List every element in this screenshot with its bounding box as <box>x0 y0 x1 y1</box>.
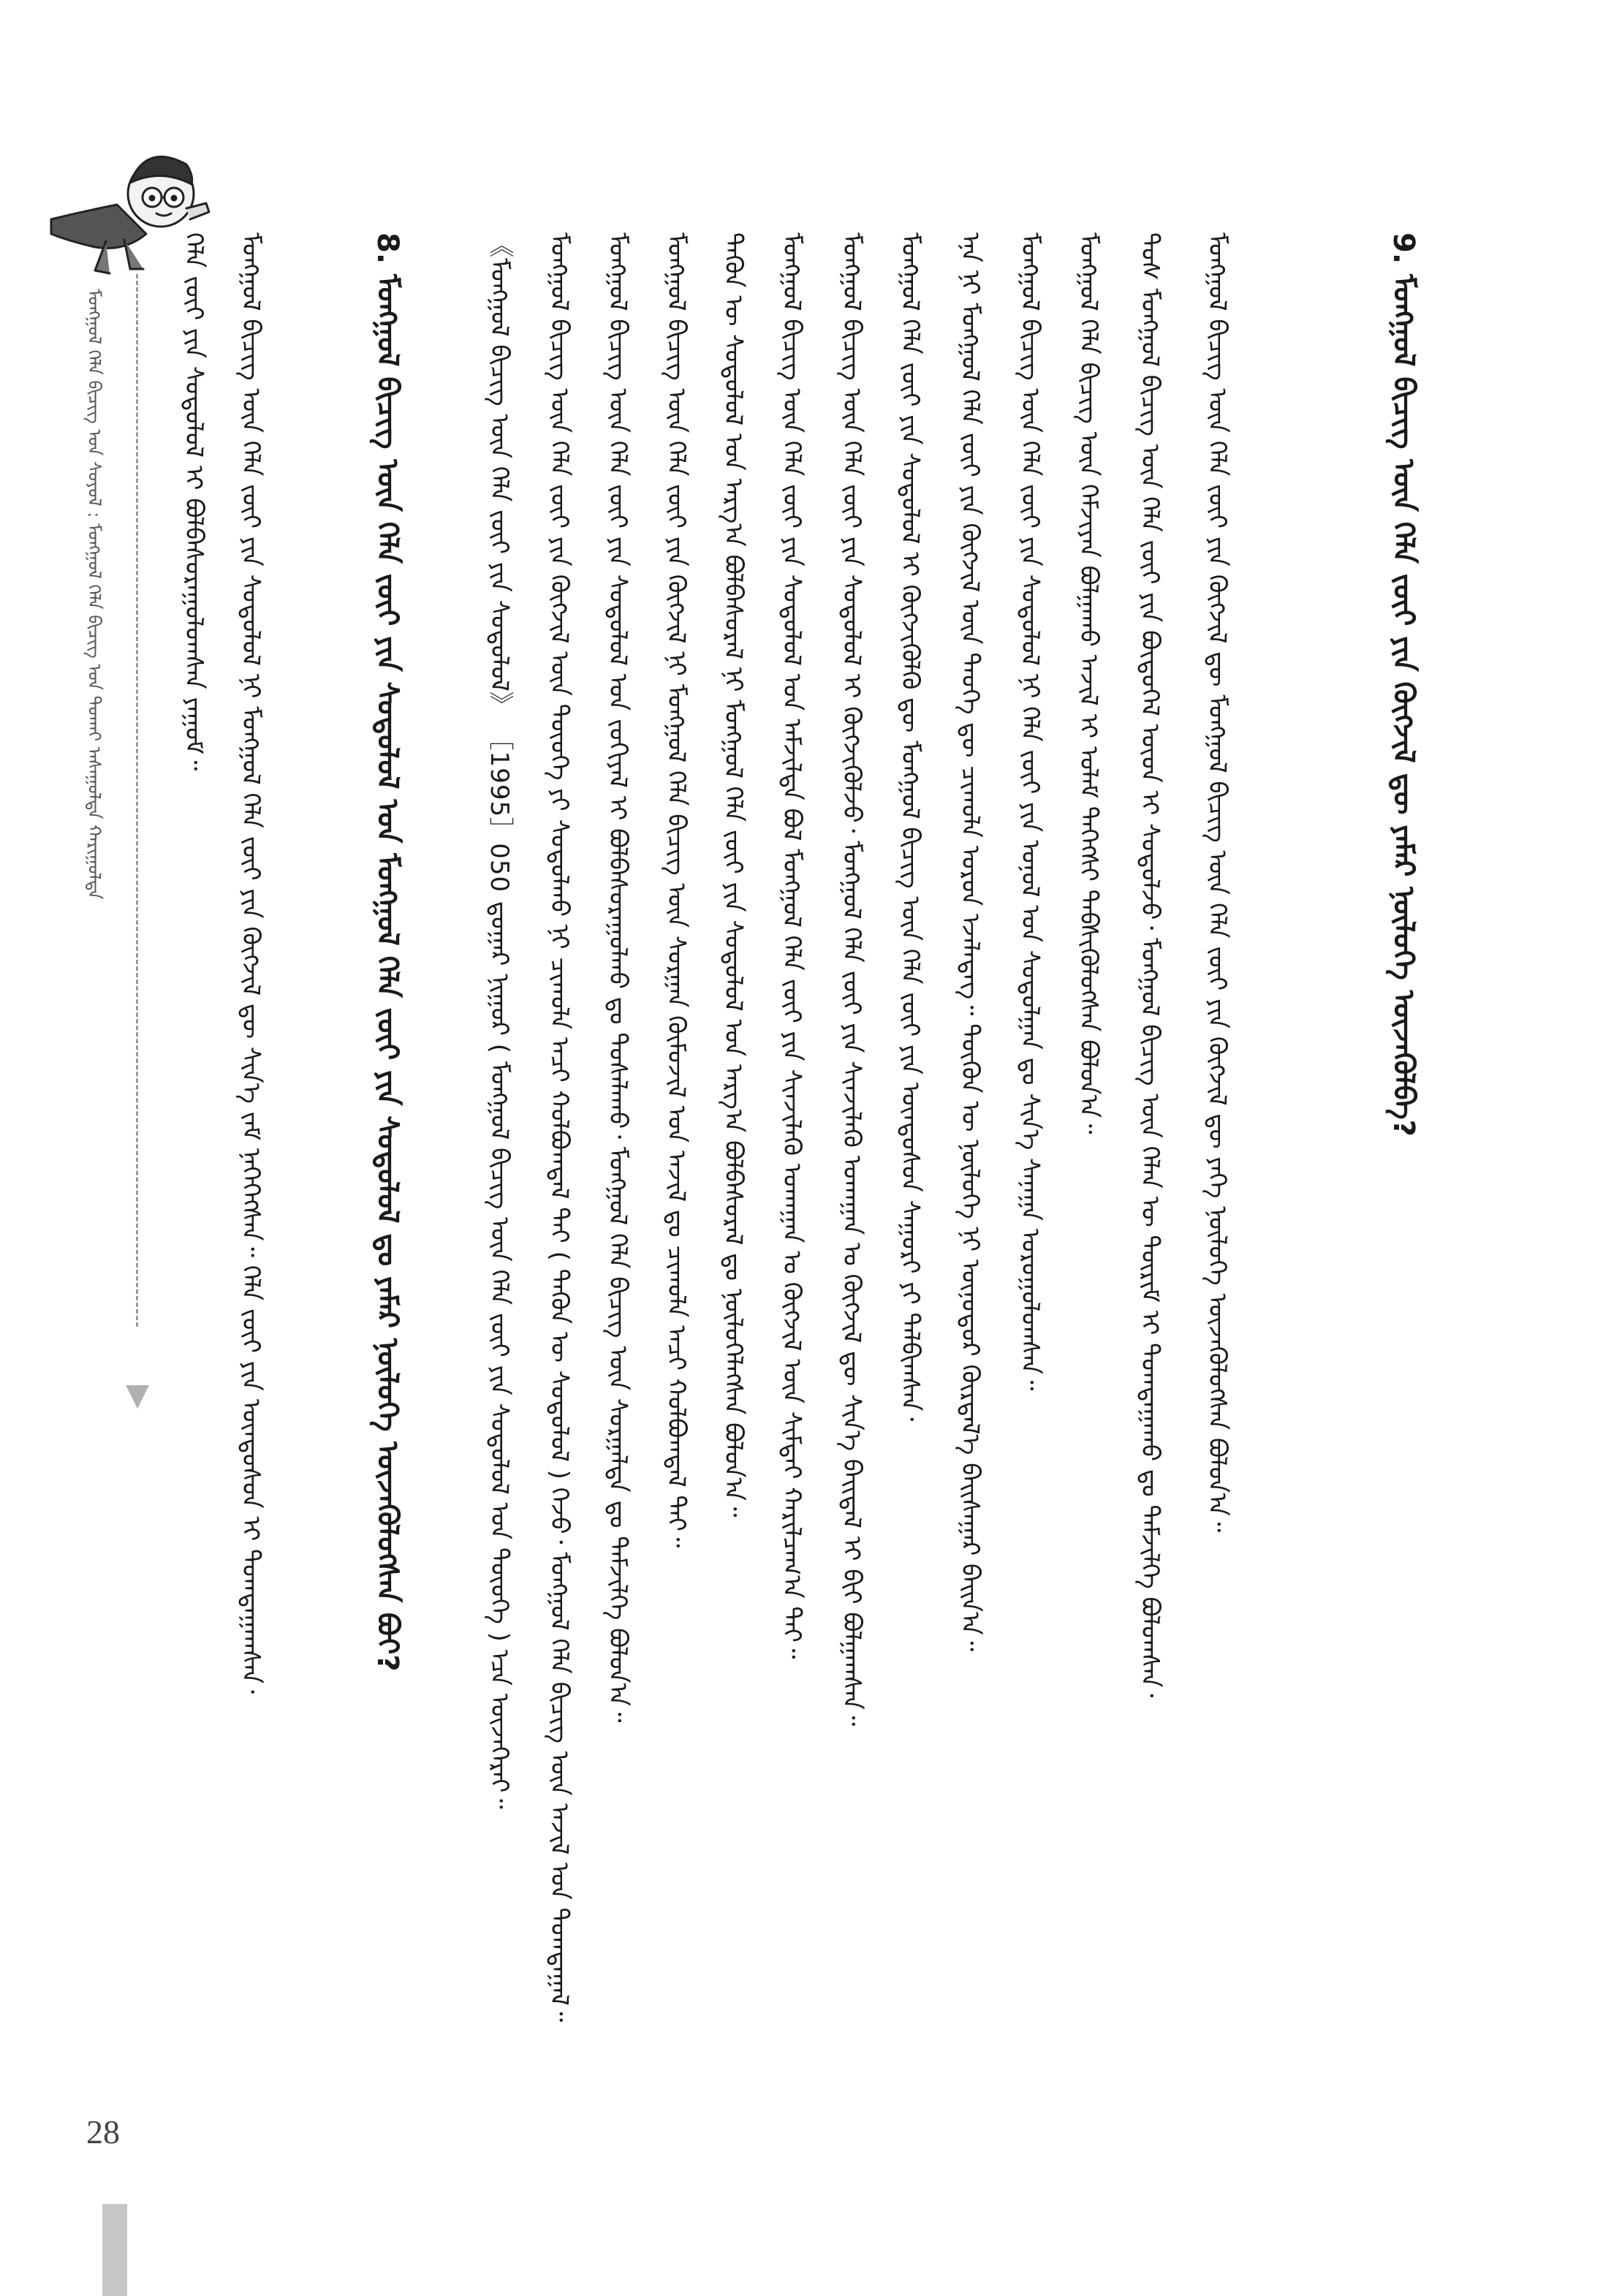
q9-line-4: ᠮᠣᠩᠭᠣᠯ ᠪᠢᠴᠢᠭ ᠦᠨ ᠬᠡᠯᠡ ᠵᠦᠢ ᠶᠢᠨ ᠰᠤᠳᠤᠯᠤᠯ ᠨᠢ ᠬᠡᠯᠡ ᠵᠦᠢ ᠶᠢᠨ ᠣᠨᠣᠯ ᠤᠨ ᠰᠤᠳᠤᠯᠭᠠᠨ ᠳᠤ ᠰᠢᠨ᠎ᠡ ᠰᠠᠨᠠᠭᠠ ᠣᠷᠣᠭᠤᠯᠤᠭᠰᠠᠨ᠃ <box>1015 232 1045 1391</box>
q9-line-13: 《ᠮᠣᠩᠭᠣᠯ ᠪᠢᠴᠢᠭ ᠦᠨ ᠬᠡᠯᠡ ᠵᠦᠢ ᠶᠢᠨ ᠰᠤᠳᠤᠯᠤᠯ》 ［1995］050 ᠳ᠋ᠤᠭᠠᠷ ᠨᠢᠭᠤᠷ ( ᠮᠣᠩᠭᠣᠯ ᠪᠢᠴᠢᠭ ᠦᠨ ᠬᠡᠯᠡ ᠵᠦᠢ ᠶᠢᠨ ᠰᠤᠳᠤᠯᠤᠯ ᠤᠨ ᠲᠦᠦᠬᠡ ) ᠡᠴᠡ ᠦᠵᠡᠭᠡᠷᠡᠢ᠃ <box>485 232 514 1809</box>
q8-line-2: ᠬᠡᠯᠡ ᠵᠦᠢ ᠶᠢᠨ ᠰᠤᠳᠤᠯᠤᠯ ᠢ ᠪᠣᠯᠪᠠᠰᠤᠷᠠᠭᠤᠯᠤᠭᠰᠠᠨ ᠶᠠᠭᠤᠮ᠃ <box>179 232 208 771</box>
q9-line-7: ᠮᠣᠩᠭᠣᠯ ᠪᠢᠴᠢᠭ ᠦᠨ ᠬᠡᠯᠡ ᠵᠦᠢ ᠶᠢᠨ ᠰᠤᠳᠤᠯᠤᠯ ᠢ ᠬᠥᠭᠵᠢᠭᠦᠯᠵᠦ᠂ ᠮᠣᠩᠭᠣᠯ ᠬᠡᠯᠡ ᠵᠦᠢ ᠶᠢᠨ ᠰᠢᠨᠵᠢᠯᠡᠬᠦ ᠤᠬᠠᠭᠠᠨ ᠤ ᠬᠥᠭᠵᠢᠯ ᠳᠦ ᠰᠢᠨ᠎ᠡ ᠪᠠᠢᠳᠠᠯ ᠢ ᠪᠢᠢ ᠪᠣᠯᠭᠠᠭᠰᠠᠨ᠃ <box>837 232 866 1727</box>
q9-line-5: ᠡᠨᠡ ᠨᠢ ᠮᠣᠩᠭᠣᠯ ᠬᠡᠯᠡ ᠵᠦᠢ ᠶᠢᠨ ᠬᠥᠭᠵᠢᠯ ᠦᠨ ᠲᠡᠦᠬᠡ ᠳᠦ ᠴᠢᠬᠤᠯᠠ ᠣᠷᠤᠨ ᠡᠵᠡᠯᠡᠳᠡᠭ᠃ ᠲᠥᠭᠦᠨ ᠦ ᠨᠥᠯᠦᠭᠡ ᠨᠢ ᠥᠨᠥᠳᠦᠷ ᠬᠦᠷᠲᠡᠯ᠎ᠡ ᠪᠠᠢᠰᠠᠭᠠᠷ ᠪᠠᠢᠨ᠎ᠠ᠃ <box>955 232 985 1652</box>
q9-line-3: ᠮᠣᠩᠭᠣᠯ ᠬᠡᠯᠡ ᠪᠢᠴᠢᠭ ᠦᠨ ᠬᠡᠮᠵᠢᠶᠡᠨ ᠪᠣᠯᠭᠠᠬᠤ ᠠᠵᠢᠯ ᠢ ᠤᠯᠠᠮ ᠳᠡᠭᠡᠭᠰᠢ ᠳᠡᠪᠰᠢᠭᠦᠯᠦᠭᠰᠡᠨ ᠪᠣᠯᠤᠨ᠎ᠠ᠃ <box>1074 232 1103 1134</box>
running-header: ᠮᠣᠩᠭᠣᠯ ᠬᠡᠯᠡ ᠪᠢᠴᠢᠭ ᠤᠨ ᠰᠣᠶᠣᠯ : ᠮᠣᠩᠭᠣᠯ ᠬᠡᠯᠡ ᠪᠢᠴᠢᠭ ᠤᠨ ᠲᠤᠬᠠᠢ ᠠᠰᠠᠭᠤᠯᠲᠠ ᠬᠠᠷᠢᠭᠤᠯᠲᠠ <box>84 289 105 900</box>
q9-line-9: ᠲᠡᠭᠦᠨ ᠦ ᠰᠤᠳᠤᠯᠤᠯ ᠤᠨ ᠠᠷᠭ᠎ᠠ ᠪᠣᠯᠪᠠᠰᠤᠷᠠᠯ ᠨᠢ ᠮᠣᠩᠭᠣᠯ ᠬᠡᠯᠡ ᠵᠦᠢ ᠶᠢᠨ ᠰᠤᠳᠤᠯᠤᠯ ᠤᠨ ᠠᠷᠭ᠎ᠠ ᠪᠣᠯᠪᠠᠰᠤᠷᠠᠯ ᠳᠤ ᠨᠥᠯᠦᠭᠡᠯᠡᠭᠰᠡᠨ ᠪᠣᠯᠤᠨ᠎ᠠ᠃ <box>719 232 748 1518</box>
q9-line-10: ᠮᠣᠩᠭᠣᠯ ᠪᠢᠴᠢᠭ ᠦᠨ ᠬᠡᠯᠡ ᠵᠦᠢ ᠶᠢᠨ ᠬᠥᠭᠵᠢᠯ ᠨᠢ ᠮᠣᠩᠭᠣᠯ ᠬᠡᠯᠡ ᠪᠢᠴᠢᠭ ᠦᠨ ᠰᠤᠷᠭᠠᠨ ᠬᠦᠮᠦᠵᠢᠯ ᠤᠨ ᠠᠵᠢᠯ ᠳᠤ ᠴᠢᠬᠤᠯᠠ ᠠᠴᠢ ᠬᠣᠯᠪᠣᠭᠳᠠᠯ ᠲᠠᠢ᠃ <box>662 232 691 1548</box>
q9-line-12: ᠮᠣᠩᠭᠣᠯ ᠪᠢᠴᠢᠭ ᠦᠨ ᠬᠡᠯᠡ ᠵᠦᠢ ᠶᠢᠨ ᠬᠥᠭᠵᠢᠯ ᠦᠨ ᠲᠦᠦᠬᠡ ᠶᠢ ᠰᠤᠳᠤᠯᠬᠤ ᠨᠢ ᠴᠢᠬᠤᠯᠠ ᠠᠴᠢ ᠬᠣᠯᠪᠣᠭᠳᠠᠯ ᠲᠠᠢ ( ᠲᠡᠭᠦᠨ ᠦ ᠰᠤᠳᠤᠯᠤᠯ ) ᠭᠡᠵᠦ᠂ ᠮᠣᠩᠭᠣᠯ ᠬᠡᠯᠡ ᠪᠢᠴᠢᠭ ᠦᠨ ᠠᠵᠢᠯ ᠤᠨ ᠲᠣᠭᠲᠠᠭᠠᠯ᠃ <box>545 232 574 2023</box>
question-9-heading: 9. ᠮᠣᠩᠭᠣᠯ ᠪᠢᠴᠢᠭ ᠦᠨ ᠬᠡᠯᠡ ᠵᠦᠢ ᠶᠢᠨ ᠬᠥᠭᠵᠢᠯ ᠳᠦ ᠶᠠᠮᠠᠷ ᠨᠥᠯᠦᠭᠡ ᠦᠵᠡᠭᠦᠯᠪᠡ? <box>1387 232 1420 1137</box>
dotted-divider <box>136 274 138 1327</box>
q9-line-2: ᠲᠣᠰ ᠮᠣᠩᠭᠣᠯ ᠪᠢᠴᠢᠭ ᠦᠨ ᠬᠡᠯᠡ ᠵᠦᠢ ᠶᠢᠨ ᠪᠦᠲᠦᠭᠡᠯ ᠦᠳ ᠢ ᠰᠤᠳᠤᠯᠵᠤ᠂ ᠮᠣᠩᠭᠣᠯ ᠪᠢᠴᠢᠭ ᠦᠨ ᠬᠡᠯᠡᠨ ᠦ ᠳᠦᠷᠢᠮ ᠢ ᠲᠣᠭᠲᠠᠭᠠᠬᠤ ᠳᠤ ᠳᠡᠮᠵᠢᠯᠭᠡ ᠪᠣᠯᠤᠭᠰᠠᠨ᠂ <box>1135 232 1164 1698</box>
q9-line-11: ᠮᠣᠩᠭᠣᠯ ᠪᠢᠴᠢᠭ ᠦᠨ ᠬᠡᠯᠡ ᠵᠦᠢ ᠶᠢᠨ ᠰᠤᠳᠤᠯᠤᠯ ᠤᠨ ᠵᠤᠬᠢᠶᠠᠯ ᠢ ᠪᠣᠯᠪᠠᠰᠤᠷᠠᠭᠤᠯᠬᠤ ᠳᠤ ᠲᠤᠰᠠᠯᠠᠬᠤ᠂ ᠮᠣᠩᠭᠣᠯ ᠬᠡᠯᠡ ᠪᠢᠴᠢᠭ ᠦᠨ ᠰᠤᠷᠭᠠᠯᠲᠠ ᠳᠤ ᠳᠡᠮᠵᠢᠯᠭᠡ ᠪᠣᠯᠤᠨ᠎ᠠ᠃ <box>603 232 632 1723</box>
question-8-heading: 8. ᠮᠣᠩᠭᠣᠯ ᠪᠢᠴᠢᠭ ᠦᠨ ᠬᠡᠯᠡ ᠵᠦᠢ ᠶᠢᠨ ᠰᠤᠳᠤᠯᠤᠯ ᠤᠨ ᠮᠣᠩᠭᠣᠯ ᠬᠡᠯᠡ ᠵᠦᠢ ᠶᠢᠨ ᠰᠤᠳᠤᠯᠤᠯ ᠳᠤ ᠶᠠᠮᠠᠷ ᠨᠥᠯᠦᠭᠡ ᠦᠵᠡᠭᠦᠯᠦᠭᠰᠡᠨ ᠪᠤᠢ? <box>371 232 404 1672</box>
page-edge-bar <box>102 2204 127 2296</box>
mascot-illustration <box>37 124 212 278</box>
q9-line-1: ᠮᠣᠩᠭᠣᠯ ᠪᠢᠴᠢᠭ ᠦᠨ ᠬᠡᠯᠡ ᠵᠦᠢ ᠶᠢᠨ ᠬᠥᠭᠵᠢᠯ ᠳᠦ ᠮᠣᠩᠭᠣᠯ ᠪᠢᠴᠢᠭ ᠦᠨ ᠬᠡᠯᠡ ᠵᠦᠢ ᠶᠢᠨ ᠬᠥᠭᠵᠢᠯ ᠳᠦ ᠶᠡᠬᠡ ᠨᠥᠯᠦᠭᠡ ᠦᠵᠡᠭᠦᠯᠦᠭᠰᠡᠨ ᠪᠣᠯᠣᠨ᠎ᠠ᠃ <box>1202 232 1232 1533</box>
q9-line-6: ᠮᠣᠩᠭᠣᠯ ᠬᠡᠯᠡ ᠵᠦᠢ ᠶᠢᠨ ᠰᠤᠳᠤᠯᠤᠯ ᠢ ᠬᠥᠭᠵᠢᠭᠦᠯᠬᠦ ᠳᠦ ᠮᠣᠩᠭᠣᠯ ᠪᠢᠴᠢᠭ ᠦᠨ ᠬᠡᠯᠡ ᠵᠦᠢ ᠶᠢᠨ ᠦᠨᠳᠦᠰᠦᠨ ᠰᠠᠭᠤᠷᠢ ᠶᠢ ᠲᠠᠯᠪᠢᠭᠰᠠᠨ᠂ <box>895 232 925 1422</box>
q9-line-8: ᠮᠣᠩᠭᠣᠯ ᠪᠢᠴᠢᠭ ᠦᠨ ᠬᠡᠯᠡ ᠵᠦᠢ ᠶᠢᠨ ᠰᠤᠳᠤᠯᠤᠯ ᠤᠨ ᠠᠮᠵᠢᠯᠲᠠ ᠪᠣᠯ ᠮᠣᠩᠭᠣᠯ ᠬᠡᠯᠡ ᠵᠦᠢ ᠶᠢᠨ ᠰᠢᠨᠵᠢᠯᠡᠬᠦ ᠤᠬᠠᠭᠠᠨ ᠤ ᠬᠥᠭᠵᠢᠯ ᠦᠨ ᠰᠢᠮᠲᠠᠢ ᠬᠠᠷᠢᠯᠴᠠᠭ᠎ᠠ ᠲᠠᠢ᠃ <box>777 232 806 1659</box>
q8-line-1: ᠮᠣᠩᠭᠣᠯ ᠪᠢᠴᠢᠭ ᠦᠨ ᠬᠡᠯᠡ ᠵᠦᠢ ᠶᠢᠨ ᠰᠤᠳᠤᠯᠤᠯ ᠨᠢ ᠮᠣᠩᠭᠣᠯ ᠬᠡᠯᠡ ᠵᠦᠢ ᠶᠢᠨ ᠬᠥᠭᠵᠢᠯ ᠳᠦ ᠰᠢᠨ᠎ᠡ ᠵᠠᠮ ᠨᠡᠭᠡᠭᠡᠭᠰᠡᠨ᠃ ᠬᠡᠯᠡ ᠵᠦᠢ ᠶᠢᠨ ᠦᠨᠳᠦᠰᠦᠨ ᠢ ᠲᠣᠭᠲᠠᠭᠠᠭᠰᠠᠨ᠂ <box>236 232 265 1694</box>
page-number: 28 <box>86 2113 120 2151</box>
triangle-arrow-icon <box>126 1385 149 1409</box>
